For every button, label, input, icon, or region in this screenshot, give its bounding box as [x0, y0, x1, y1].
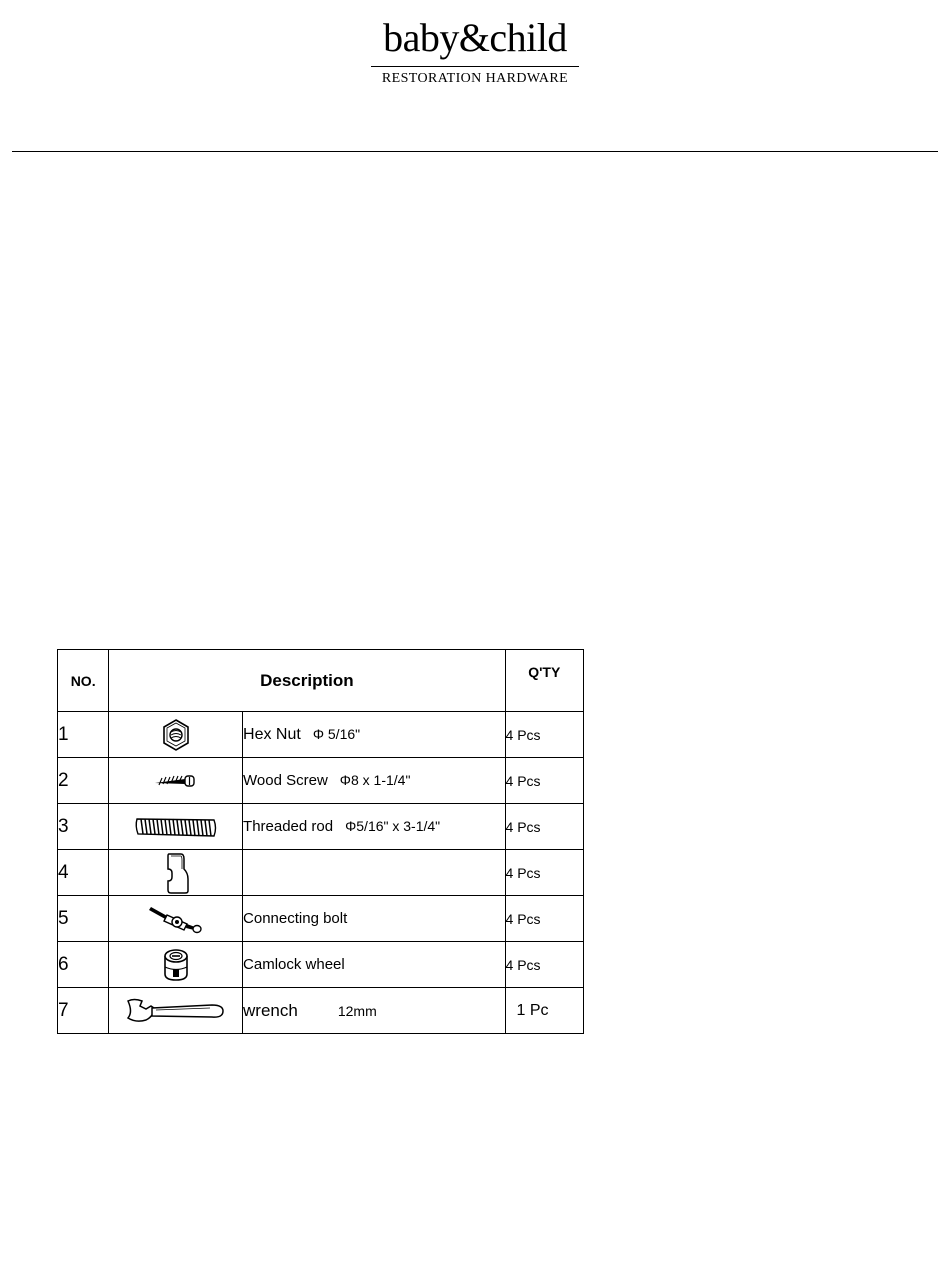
part-number: 3: [58, 804, 109, 850]
table-row: [58, 988, 584, 1034]
part-name: Camlock wheel: [243, 956, 345, 973]
part-number: 4: [58, 850, 109, 896]
table-row: [58, 804, 584, 850]
hex-nut-icon: [161, 718, 191, 752]
logo-divider: [371, 66, 579, 67]
part-image: [109, 896, 243, 942]
part-description: [243, 988, 505, 1034]
clip-icon: [161, 851, 191, 895]
part-image: [109, 758, 243, 804]
part-spec: 12mm: [337, 1002, 377, 1019]
part-qty: 4 Pcs: [505, 942, 583, 988]
part-spec: Φ8 x 1-1/4": [339, 772, 411, 788]
part-qty: 4 Pcs: [505, 758, 583, 804]
camlock-wheel-icon: [161, 947, 191, 983]
wood-screw-icon: [153, 773, 199, 789]
brand-name: baby&child: [383, 15, 567, 60]
part-image: [109, 804, 243, 850]
header-divider: [12, 151, 938, 152]
brand-subtitle: RESTORATION HARDWARE: [381, 71, 569, 86]
table-row: [58, 712, 584, 758]
table-row: [58, 942, 584, 988]
brand-logo: [360, 16, 590, 87]
part-number: 1: [58, 712, 109, 758]
part-name: Connecting bolt: [243, 910, 348, 927]
part-number: 5: [58, 896, 109, 942]
part-spec: Φ5/16" x 3-1/4": [345, 818, 441, 834]
part-image: [109, 942, 243, 988]
part-qty: 1 Pc: [505, 988, 583, 1034]
table-row: [58, 758, 584, 804]
header-description: Description: [109, 650, 505, 712]
part-qty: 4 Pcs: [505, 850, 583, 896]
part-name: Threaded rod: [243, 818, 334, 835]
part-number: 6: [58, 942, 109, 988]
part-name: wrench: [243, 1000, 298, 1020]
part-name: Hex Nut: [243, 725, 301, 743]
connecting-bolt-icon: [147, 903, 205, 935]
threaded-rod-icon: [134, 814, 218, 840]
part-description: [243, 712, 505, 758]
part-description: [243, 896, 505, 942]
part-description: [243, 942, 505, 988]
part-number: 7: [58, 988, 109, 1034]
part-image: [109, 988, 243, 1034]
part-qty: 4 Pcs: [505, 896, 583, 942]
part-description: [243, 850, 505, 896]
part-description: [243, 758, 505, 804]
header-no: NO.: [58, 650, 109, 712]
part-qty: 4 Pcs: [505, 804, 583, 850]
parts-table: [57, 649, 584, 1034]
part-description: [243, 804, 505, 850]
part-qty: 4 Pcs: [505, 712, 583, 758]
table-row: [58, 896, 584, 942]
part-image: [109, 712, 243, 758]
table-row: [58, 850, 584, 896]
wrench-icon: [124, 996, 228, 1026]
part-image: [109, 850, 243, 896]
part-number: 2: [58, 758, 109, 804]
part-spec: Φ 5/16": [312, 725, 361, 742]
table-header-row: [58, 650, 584, 712]
header-qty: Q'TY: [505, 650, 583, 712]
part-name: Wood Screw: [243, 772, 328, 789]
